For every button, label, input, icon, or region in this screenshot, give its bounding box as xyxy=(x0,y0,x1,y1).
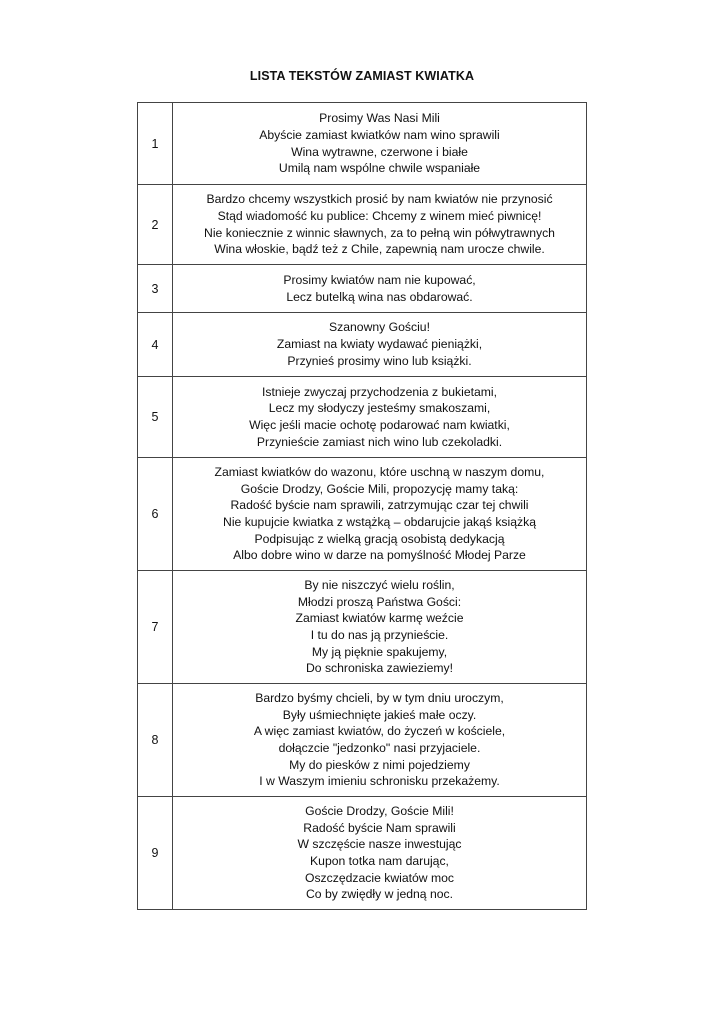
row-number: 4 xyxy=(138,313,173,377)
verse-line: Przynieś prosimy wino lub książki. xyxy=(287,353,472,368)
verse-line: Były uśmiechnięte jakieś małe oczy. xyxy=(282,707,477,722)
poems-table-body xyxy=(138,103,587,910)
verse-line: My ją pięknie spakujemy, xyxy=(311,644,448,659)
table-row xyxy=(138,103,587,185)
page-title: LISTA TEKSTÓW ZAMIAST KWIATKA xyxy=(249,69,475,83)
verse-line: Stąd wiadomość ku publice: Chcemy z winem mieć piwnicę! xyxy=(217,208,542,223)
verse-line: Oszczędzacie kwiatów moc xyxy=(304,870,454,885)
verse-cell xyxy=(173,377,587,458)
verse-line: Bardzo byśmy chcieli, by w tym dniu uroczym, xyxy=(255,690,504,705)
table-row xyxy=(138,797,587,910)
row-number: 9 xyxy=(138,797,173,910)
verse-line: Zamiast kwiatków do wazonu, które uschną w naszym domu, xyxy=(214,464,545,479)
verse-line: Lecz butelką wina nas obdarować. xyxy=(286,289,473,304)
verse-line: Nie kupujcie kwiatka z wstążką – obdarujcie jakąś książką xyxy=(223,515,536,529)
row-number: 6 xyxy=(138,458,173,571)
verse-cell xyxy=(173,797,587,910)
verse-cell xyxy=(173,313,587,377)
verse-line: Radość byście nam sprawili, zatrzymując czar tej chwili xyxy=(230,498,529,513)
verse-line: W szczęście nasze inwestując xyxy=(297,837,462,852)
poems-table xyxy=(137,102,587,910)
verse-cell xyxy=(173,265,587,313)
verse-line: Zamiast na kwiaty wydawać pieniążki, xyxy=(276,337,483,352)
verse-line: Lecz my słodyczy jesteśmy smakoszami, xyxy=(268,401,491,416)
table-row xyxy=(138,684,587,797)
verse-line: Wina wytrawne, czerwone i białe xyxy=(291,144,468,159)
verse-line: Do schroniska zawieziemy! xyxy=(306,661,453,676)
verse-line: dołączcie "jedzonko" nasi przyjaciele. xyxy=(278,741,481,755)
table-row xyxy=(138,377,587,458)
verse-line: Kupon totka nam darując, xyxy=(310,854,449,868)
verse-line: Przynieście zamiast nich wino lub czekoladki. xyxy=(256,434,503,449)
row-number: 7 xyxy=(138,571,173,684)
verse-cell xyxy=(173,458,587,571)
verse-line: Prosimy Was Nasi Mili xyxy=(319,111,440,126)
row-number: 1 xyxy=(138,103,173,185)
verse-line: Więc jeśli macie ochotę podarować nam kwiatki, xyxy=(249,418,510,432)
row-number: 2 xyxy=(138,185,173,265)
table-row xyxy=(138,185,587,265)
verse-line: Co by zwiędły w jedną noc. xyxy=(306,887,453,902)
verse-line: Radość byście Nam sprawili xyxy=(303,820,456,835)
verse-cell xyxy=(173,185,587,265)
table-row xyxy=(138,265,587,313)
row-number: 8 xyxy=(138,684,173,797)
verse-line: I w Waszym imieniu schronisku przekażemy. xyxy=(259,774,500,789)
verse-line: Albo dobre wino w darze na pomyślność Młodej Parze xyxy=(233,548,526,563)
verse-line: Zamiast kwiatów karmę weźcie xyxy=(295,611,464,626)
verse-line: Wina włoskie, bądź też z Chile, zapewnią nam urocze chwile. xyxy=(214,242,545,257)
verse-line: Podpisując z wielką gracją osobistą dedykacją xyxy=(254,531,505,546)
verse-line: Nie koniecznie z winnic sławnych, za to pełną win półwytrawnych xyxy=(204,225,555,240)
verse-line: By nie niszczyć wielu roślin, xyxy=(304,577,455,592)
verse-cell xyxy=(173,684,587,797)
table-row xyxy=(138,313,587,377)
verse-line: Goście Drodzy, Goście Mili! xyxy=(305,803,454,818)
verse-line: Abyście zamiast kwiatków nam wino sprawili xyxy=(259,127,500,142)
verse-line: Umilą nam wspólne chwile wspaniałe xyxy=(278,161,481,176)
verse-cell xyxy=(173,103,587,185)
row-number: 5 xyxy=(138,377,173,458)
row-number: 3 xyxy=(138,265,173,313)
verse-line: A więc zamiast kwiatów, do życzeń w kościele, xyxy=(253,724,506,739)
verse-line: My do piesków z nimi pojedziemy xyxy=(289,757,470,772)
table-row xyxy=(138,571,587,684)
verse-line: Młodzi proszą Państwa Gości: xyxy=(297,594,462,609)
verse-line: Szanowny Gościu! xyxy=(329,320,430,335)
verse-line: Istnieje zwyczaj przychodzenia z bukietami, xyxy=(261,384,498,399)
verse-line: Goście Drodzy, Goście Mili, propozycję mamy taką: xyxy=(240,481,519,496)
verse-line: Prosimy kwiatów nam nie kupować, xyxy=(283,272,476,287)
verse-line: I tu do nas ją przynieście. xyxy=(310,628,449,642)
verse-cell xyxy=(173,571,587,684)
table-row xyxy=(138,458,587,571)
verse-line: Bardzo chcemy wszystkich prosić by nam kwiatów nie przynosić xyxy=(206,192,553,207)
